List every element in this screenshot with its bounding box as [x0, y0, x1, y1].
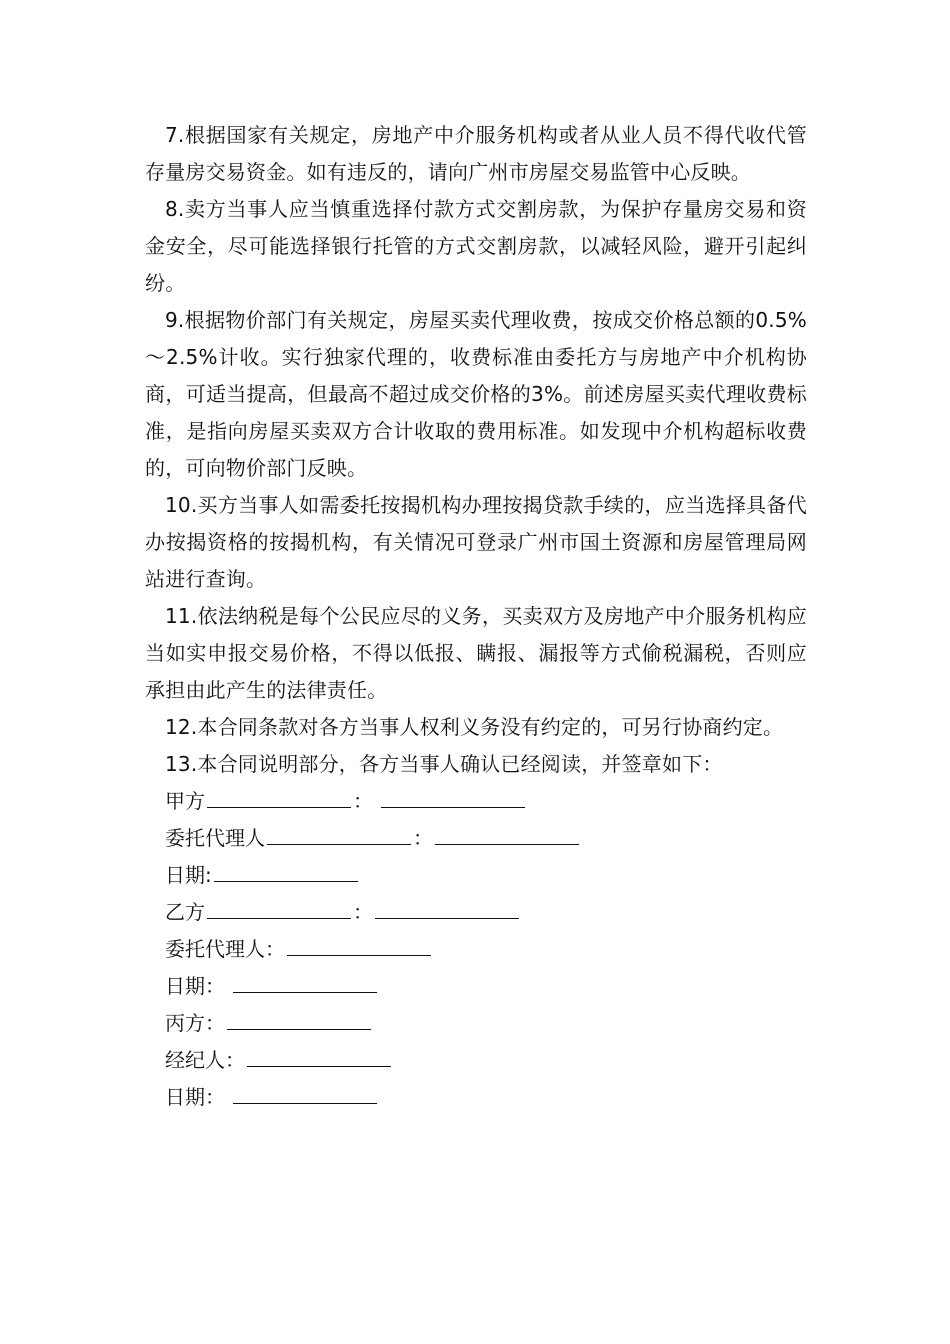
clause-11: 11.依法纳税是每个公民应尽的义务，买卖双方及房地产中介服务机构应当如实申报交易价格，不得以低报、瞒报、漏报等方式偷税漏税，否则应承担由此产生的法律责任。	[145, 604, 807, 702]
broker-line	[165, 1042, 807, 1079]
party-c-date-line	[165, 1079, 807, 1116]
party-b-sign-blank	[375, 898, 519, 919]
party-c-date-label: 日期：	[165, 1085, 225, 1109]
party-c-label: 丙方：	[165, 1011, 225, 1035]
signature-block	[145, 783, 807, 1116]
party-b-agent-line	[165, 931, 807, 968]
party-a-blank	[207, 787, 351, 808]
clause-12: 12.本合同条款对各方当事人权利义务没有约定的，可另行协商约定。	[165, 715, 784, 739]
party-a-agent-blank	[267, 824, 411, 845]
clause-10: 10.买方当事人如需委托按揭机构办理按揭贷款手续的，应当选择具备代办按揭资格的按揭机构，有关情况可登录广州市国土资源和房屋管理局网站进行查询。	[145, 493, 807, 591]
party-a-agent-label: 委托代理人	[165, 826, 265, 850]
party-b-label: 乙方	[165, 900, 205, 924]
party-a-colon: ：	[353, 789, 373, 813]
party-a-agent-colon: ：	[413, 826, 433, 850]
party-a-agent-line	[165, 820, 807, 857]
party-b-date-blank	[233, 972, 377, 993]
party-b-colon: ：	[353, 900, 373, 924]
party-a-sign-blank	[381, 787, 525, 808]
party-b-date-label: 日期：	[165, 974, 225, 998]
broker-blank	[247, 1046, 391, 1067]
broker-label: 经纪人：	[165, 1048, 245, 1072]
clause-9: 9.根据物价部门有关规定，房屋买卖代理收费，按成交价格总额的0.5%～2.5%计收。实行独家代理的，收费标准由委托方与房地产中介机构协商，可适当提高，但最高不超过成交价格的3%。前述房屋买卖代理收费标准，是指向房屋买卖双方合计收取的费用标准。如发现中介机构超标收费的，可向物价部门反映。	[145, 308, 807, 480]
party-b-date-line	[165, 968, 807, 1005]
clause-7: 7.根据国家有关规定，房地产中介服务机构或者从业人员不得代收代管存量房交易资金。如有违反的，请向广州市房屋交易监管中心反映。	[145, 123, 807, 184]
party-b-agent-blank	[287, 935, 431, 956]
party-c-line	[165, 1005, 807, 1042]
party-c-date-blank	[233, 1083, 377, 1104]
party-b-agent-label: 委托代理人：	[165, 937, 285, 961]
party-b-line	[165, 894, 807, 931]
party-b-blank	[207, 898, 351, 919]
contract-page	[145, 117, 807, 1116]
party-a-line	[165, 783, 807, 820]
party-a-date-blank	[214, 861, 358, 882]
party-a-label: 甲方	[165, 789, 205, 813]
party-a-date-label: 日期:	[165, 863, 212, 887]
party-a-agent-sign-blank	[435, 824, 579, 845]
clause-8: 8.卖方当事人应当慎重选择付款方式交割房款，为保护存量房交易和资金安全，尽可能选择银行托管的方式交割房款，以减轻风险，避开引起纠纷。	[145, 197, 807, 295]
party-c-blank	[227, 1009, 371, 1030]
party-a-date-line	[165, 857, 807, 894]
clause-13: 13.本合同说明部分，各方当事人确认已经阅读，并签章如下：	[165, 752, 723, 776]
